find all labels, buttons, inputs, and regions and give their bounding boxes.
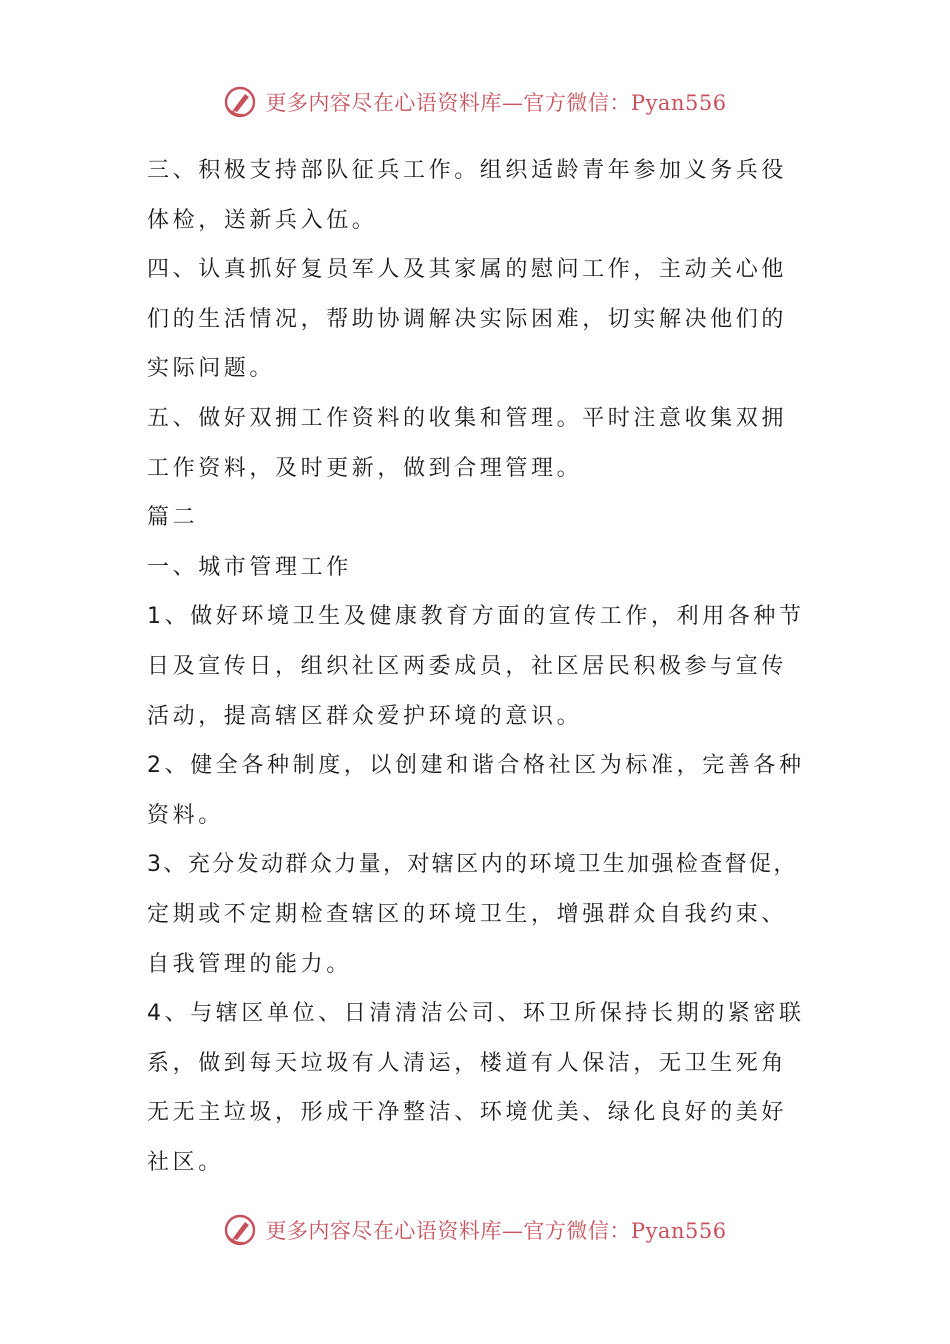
body-line: 1、做好环境卫生及健康教育方面的宣传工作，利用各种节: [147, 604, 805, 630]
body-line: 系，做到每天垃圾有人清运，楼道有人保洁，无卫生死角: [147, 1050, 788, 1076]
header-banner: [0, 82, 950, 122]
pen-nib-logo-icon: [223, 1213, 257, 1247]
section-heading: 篇二: [147, 505, 199, 531]
header-brand-text: 更多内容尽在心语资料库—官方微信：Pyan556: [265, 91, 727, 115]
footer-brand-text: 更多内容尽在心语资料库—官方微信：Pyan556: [265, 1219, 727, 1243]
section-subheading: 一、城市管理工作: [147, 554, 352, 580]
body-line: 3、充分发动群众力量，对辖区内的环境卫生加强检查督促，: [147, 852, 798, 878]
body-line: 资料。: [147, 802, 224, 828]
body-line: 体检，送新兵入伍。: [147, 207, 378, 233]
body-line: 2、健全各种制度，以创建和谐合格社区为标准，完善各种: [147, 753, 805, 779]
body-line: 活动，提高辖区群众爱护环境的意识。: [147, 703, 583, 729]
body-line: 五、做好双拥工作资料的收集和管理。平时注意收集双拥: [147, 405, 788, 431]
body-line: 定期或不定期检查辖区的环境卫生，增强群众自我约束、: [147, 901, 788, 927]
body-line: 们的生活情况，帮助协调解决实际困难，切实解决他们的: [147, 306, 788, 332]
body-line: 4、与辖区单位、日清清洁公司、环卫所保持长期的紧密联: [147, 1001, 805, 1027]
body-line: 四、认真抓好复员军人及其家属的慰问工作，主动关心他: [147, 257, 788, 283]
footer-banner: [0, 1210, 950, 1250]
body-line: 社区。: [147, 1149, 224, 1175]
body-line: 无无主垃圾，形成干净整洁、环境优美、绿化良好的美好: [147, 1100, 788, 1126]
body-line: 工作资料，及时更新，做到合理管理。: [147, 455, 583, 481]
body-line: 三、积极支持部队征兵工作。组织适龄青年参加义务兵役: [147, 158, 788, 183]
body-line: 自我管理的能力。: [147, 951, 352, 977]
document-body: [147, 146, 807, 1187]
pen-nib-logo-icon: [223, 85, 257, 119]
body-line: 实际问题。: [147, 356, 276, 382]
body-line: 日及宣传日，组织社区两委成员，社区居民积极参与宣传: [147, 653, 788, 679]
